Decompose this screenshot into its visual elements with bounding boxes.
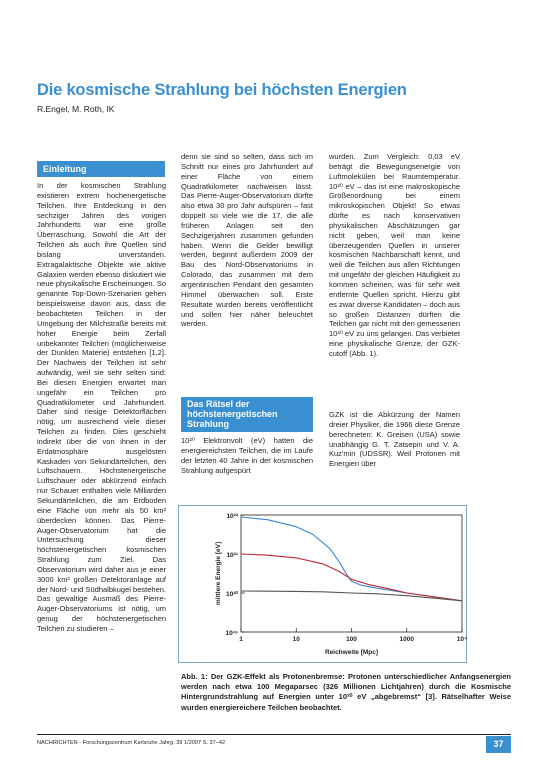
mystery-paragraph-continued: wurden. Zum Vergleich: 0,03 eV beträgt die Bewegungsenergie von Luftmolekülen bei Raumtemperatur. 10²⁰ eV – das ist eine makroskopische Größenordnung bei einem mikroskopischen Objekt! So etwas dürfte es nach konservativen physikalischen Abschätzungen gar nicht geben, weil man keine überzeugenden Quellen in unserer kosmischen Nachbarschaft kennt, und weil die Teilchen aus allen Richtungen mit ungefähr der gleichen Häufigkeit zu kommen scheinen, was für sehr weit entfernte Quellen spricht. Hierzu gibt es zwar diverse Kandidaten – doch aus so großen Distanzen dürften die Teilchen gar nicht mit den gemessenen 10²⁰ eV zu uns gelangen. Das verbietet eine physikalische Grenze, der GZK-cutoff (Abb. 1). xyxy=(329,152,460,358)
column-2-text xyxy=(181,152,313,329)
y-tick-label: 10²¹ xyxy=(226,552,238,559)
x-tick-label: 100 xyxy=(346,636,357,643)
article-title: Die kosmische Strahlung bei höchsten Energien xyxy=(37,81,407,99)
x-tick-label: 10⁴ xyxy=(456,636,468,643)
column-3-text xyxy=(329,152,460,359)
series-line-2 xyxy=(241,554,462,601)
page-number: 37 xyxy=(486,736,511,753)
column-3-gzk-text xyxy=(329,410,460,469)
gzk-paragraph: GZK ist die Abkürzung der Namen dreier Physiker, die 1966 diese Grenze berechneten: K. Greisen (USA) sowie unabhängig G. T. Zatsepin und V. A. Kuz'min (UDSSR). Weil Protonen mit Energien über xyxy=(329,410,460,469)
series-line-1 xyxy=(241,517,462,601)
column-2-section-text xyxy=(181,436,313,475)
y-tick-label: 10¹⁹ xyxy=(225,630,238,637)
intro-paragraph-continued: denn sie sind so selten, dass sich im Schnitt nur eines pro Jahrhundert auf einer Fläche von einem Quadratkilometer nachweisen lässt. Das Pierre-Auger-Observatorium dürfte also etwa 30 pro Jahr aufspüren – fast doppelt so viele wie die 17, die alle früheren Anlagen seit den Sechzigerjahren zusammen gefunden haben. Wenn die Gelder bewilligt werden, beginnt außerdem 2009 der Bau des Nord-Observatoriums in Colorado, das zusammen mit dem argentinischen Pendant den gesamten Himmel überwachen soll. Erste Resultate wurden bereits veröffentlicht und sollen hier näher beleuchtet werden. xyxy=(181,152,313,329)
section-heading-mystery: Das Rätsel der höchstenergetischen Strahlung xyxy=(181,397,313,432)
mystery-paragraph: 10²⁰ Elektronvolt (eV) hatten die energiereichsten Teilchen, die im Laufe der letzten 40 Jahre in der kosmischen Strahlung aufgespürt xyxy=(181,436,313,475)
section-heading-introduction: Einleitung xyxy=(37,161,165,177)
figure-caption: Abb. 1: Der GZK-Effekt als Protonenbremse: Protonen unterschiedlicher Anfangsenergien werden nach etwa 100 Megaparsec (326 Millionen Lichtjahren) durch die Kosmische Hintergrundstrahlung auf Energien unter 10²⁰ eV „abgebremst“ [3]. Rätselhafter Weise wurden energiereichere Teilchen beobachtet. xyxy=(181,672,511,712)
x-axis-label: Reichweite [Mpc] xyxy=(324,649,379,656)
y-tick-label: 10²⁰ xyxy=(225,591,238,598)
footer-citation: NACHRICHTEN - Forschungszentrum Karlsruhe Jahrg. 39 1/2007 S. 37–42 xyxy=(37,740,226,746)
column-1-text xyxy=(37,181,166,634)
x-tick-label: 10 xyxy=(292,636,300,643)
intro-paragraph: In der kosmischen Strahlung existieren extrem hochenergetische Teilchen. Ihre Entdeckung in den sechziger Jahren des vorigen Jahrhunderts war eine große Überraschung. Sowohl die Art der Teilchen als auch ihre Quellen sind bislang unverstanden. Extragalaktische Objekte wie aktive Galaxien werden ebenso diskutiert wie neue physikalische Erscheinungen. So genannte Top-Down-Szenarien gehen beispielsweise davon aus, dass die beobachteten Teilchen in der Umgebung der Milchstraße bereits mit hoher Energie beim Zerfall unbekannter Teilchen (möglicherweise der Dunklen Materie) entstehen [1,2]. Der Nachweis der Teilchen ist sehr aufwändig, weil sie sehr selten sind: Bei diesen Energien erwartet man ungefähr ein Teilchen pro Quadratkilometer und Jahrhundert. Daher sind riesige Detektorflächen nötig, um ausreichend viele dieser Teilchen zu finden. Dies geschieht indirekt über die von ihnen in der Erdatmosphäre ausgelösten Kaskaden von Sekundärteilchen, den Luftschauern. Höchstenergetische Luftschauer oder abkürzend einfach nur Schauer enthalten viele Milliarden Sekundärteilchen, die am Erdboden eine Fläche von mehr als 50 km² überdecken können. Das Pierre-Auger-Observatorium hat die Untersuchung dieser höchstenergetischen kosmischen Strahlung zum Ziel. Das Observatorium wird daher aus je einer 3000 km² großen Detektoranlage auf der Nord- und Südhalbkugel bestehen. Das gewaltige Ausmaß des Pierre-Auger-Observatoriums ist nötig, um genug der höchstenergetischen Teilchen zu studieren – xyxy=(37,181,166,633)
y-axis-label: mittlere Energie [eV] xyxy=(215,541,222,606)
gzk-chart xyxy=(179,506,466,662)
x-tick-label: 1000 xyxy=(399,636,414,643)
footer-divider xyxy=(37,734,511,735)
gzk-chart-figure xyxy=(178,505,467,663)
y-tick-label: 10²² xyxy=(226,513,238,520)
x-tick-label: 1 xyxy=(239,636,243,643)
article-authors: R.Engel, M. Roth, IK xyxy=(37,104,115,114)
plot-frame xyxy=(241,515,462,632)
